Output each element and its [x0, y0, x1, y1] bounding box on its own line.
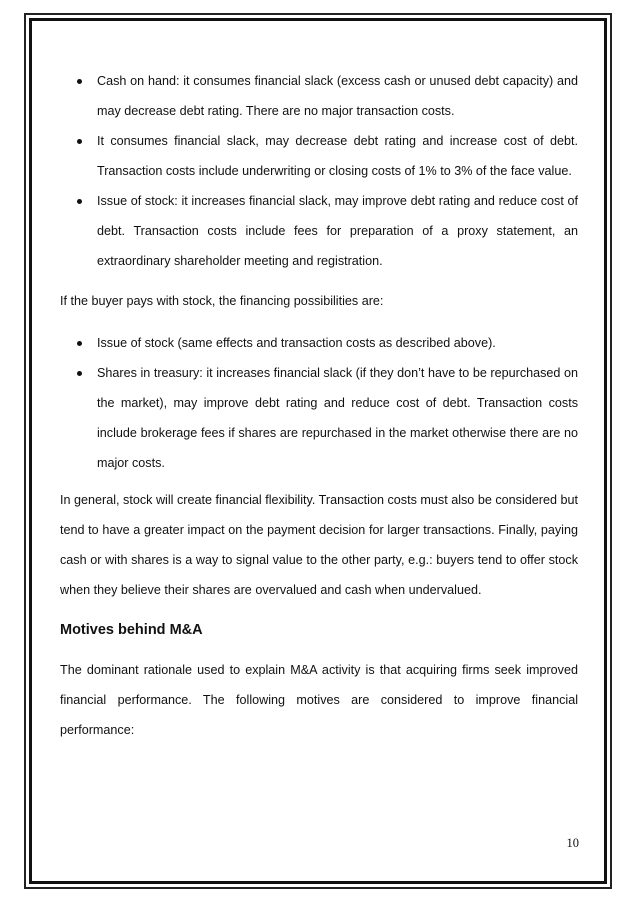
list-item-text: Cash on hand: it consumes financial slack (excess cash or unused debt capacity) and may decrease debt rating. There are no major transaction costs. — [97, 74, 578, 118]
list-item-text: Shares in treasury: it increases financial slack (if they don’t have to be repurchased on the market), may improve debt rating and reduce cost of debt. Transaction costs include brokerage fees if shares are repurchased in the market otherwise there are no major costs. — [97, 366, 578, 470]
paragraph-motives: The dominant rationale used to explain M&A activity is that acquiring firms seek improved financial performance. The following motives are considered to improve financial performance: — [60, 663, 578, 737]
list-item — [60, 66, 578, 126]
list-item — [60, 358, 578, 478]
list-item-text: Issue of stock: it increases financial slack, may improve debt rating and reduce cost of debt. Transaction costs include fees for preparation of a proxy statement, an extraordinary shareholder meeting and registration. — [97, 194, 578, 268]
bullet-icon — [77, 341, 82, 346]
bullet-icon — [77, 139, 82, 144]
page-content — [60, 66, 578, 745]
bullet-list-cash-financing — [60, 66, 578, 276]
list-item-text: Issue of stock (same effects and transaction costs as described above). — [97, 336, 496, 350]
paragraph-stock-intro: If the buyer pays with stock, the financing possibilities are: — [60, 294, 384, 308]
paragraph-general: In general, stock will create financial flexibility. Transaction costs must also be considered but tend to have a greater impact on the payment decision for larger transactions. Finally, paying cash or with shares is a way to signal value to the other party, e.g.: buyers tend to offer stock when they believe their shares are overvalued and cash when undervalued. — [60, 493, 578, 597]
bullet-icon — [77, 79, 82, 84]
bullet-icon — [77, 371, 82, 376]
list-item-text: It consumes financial slack, may decrease debt rating and increase cost of debt. Transaction costs include underwriting or closing costs of 1% to 3% of the face value. — [97, 134, 578, 178]
list-item — [60, 186, 578, 276]
bullet-icon — [77, 199, 82, 204]
section-heading-motives: Motives behind M&A — [60, 622, 203, 638]
page-number: 10 — [566, 836, 579, 850]
list-item — [60, 126, 578, 186]
bullet-list-stock-financing — [60, 328, 578, 478]
list-item — [60, 328, 578, 358]
